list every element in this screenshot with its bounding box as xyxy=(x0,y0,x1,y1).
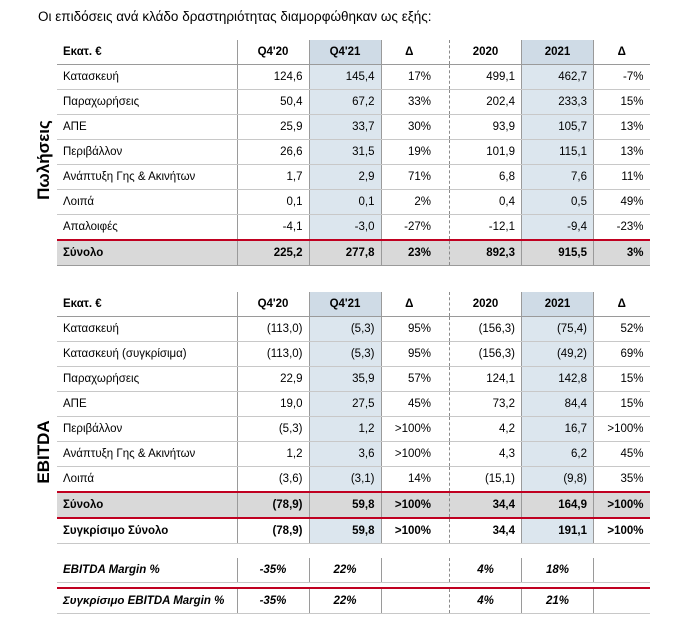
q4-21-value: 31,5 xyxy=(309,140,381,165)
year-2020-value: 34,4 xyxy=(450,518,522,544)
row-label: Κατασκευή (συγκρίσιμα) xyxy=(57,342,237,367)
quarter-delta: 33% xyxy=(381,90,437,115)
q4-21-value: -3,0 xyxy=(309,215,381,241)
year-delta: >100% xyxy=(594,518,650,544)
year-2021-value: 164,9 xyxy=(522,492,594,518)
ebitda-row xyxy=(57,317,650,342)
q4-21-value: Q4'21 xyxy=(309,292,381,317)
year-2020-value: 101,9 xyxy=(450,140,522,165)
q4-20-value: 25,9 xyxy=(237,115,309,140)
quarter-delta: 95% xyxy=(381,317,437,342)
year-2020-value: 73,2 xyxy=(450,392,522,417)
ebitda-row xyxy=(57,367,650,392)
column-gap xyxy=(437,467,450,493)
column-gap xyxy=(437,90,450,115)
quarter-delta: 71% xyxy=(381,165,437,190)
year-delta: 49% xyxy=(594,190,650,215)
q4-21-value: (5,3) xyxy=(309,317,381,342)
year-2021-value: 18% xyxy=(522,558,594,583)
column-gap xyxy=(437,165,450,190)
year-delta: 3% xyxy=(594,240,650,266)
year-2020-value: -12,1 xyxy=(450,215,522,241)
year-delta: 69% xyxy=(594,342,650,367)
ebitda-row xyxy=(57,467,650,493)
year-delta: -7% xyxy=(594,65,650,90)
year-2021-value: 105,7 xyxy=(522,115,594,140)
year-2020-value: 124,1 xyxy=(450,367,522,392)
q4-20-value: (78,9) xyxy=(237,518,309,544)
q4-21-value: 22% xyxy=(309,558,381,583)
year-delta: 13% xyxy=(594,115,650,140)
q4-20-value: (5,3) xyxy=(237,417,309,442)
quarter-delta: >100% xyxy=(381,492,437,518)
column-gap xyxy=(437,442,450,467)
q4-20-value: Q4'20 xyxy=(237,40,309,65)
quarter-delta: >100% xyxy=(381,518,437,544)
year-2021-value: (75,4) xyxy=(522,317,594,342)
ebitda-side-label: EBITDA xyxy=(34,420,53,484)
q4-21-value: 277,8 xyxy=(309,240,381,266)
year-delta: -23% xyxy=(594,215,650,241)
year-2021-value: (9,8) xyxy=(522,467,594,493)
row-label: Κατασκευή xyxy=(57,317,237,342)
row-label: Κατασκευή xyxy=(57,65,237,90)
year-2021-value: 21% xyxy=(522,588,594,614)
q4-21-value: 59,8 xyxy=(309,518,381,544)
q4-21-value: 27,5 xyxy=(309,392,381,417)
column-gap xyxy=(437,342,450,367)
column-gap xyxy=(437,492,450,518)
year-2020-value: 4,2 xyxy=(450,417,522,442)
ebitda-comparable-total-row xyxy=(57,518,650,544)
quarter-delta: 2% xyxy=(381,190,437,215)
row-label: Συγκρίσιμο EBITDA Margin % xyxy=(57,588,237,614)
year-2021-value: 84,4 xyxy=(522,392,594,417)
year-delta: Δ xyxy=(594,40,650,65)
row-label: Περιβάλλον xyxy=(57,417,237,442)
q4-20-value: 124,6 xyxy=(237,65,309,90)
q4-20-value: (113,0) xyxy=(237,317,309,342)
row-label: Σύνολο xyxy=(57,240,237,266)
year-delta: >100% xyxy=(594,417,650,442)
year-2020-value: 4,3 xyxy=(450,442,522,467)
sales-header-row xyxy=(57,40,650,65)
row-label: Εκατ. € xyxy=(57,292,237,317)
q4-20-value: 22,9 xyxy=(237,367,309,392)
column-gap xyxy=(437,392,450,417)
row-label: Παραχωρήσεις xyxy=(57,367,237,392)
year-delta: 11% xyxy=(594,165,650,190)
quarter-delta: 19% xyxy=(381,140,437,165)
margins-table xyxy=(57,558,650,614)
year-2020-value: 892,3 xyxy=(450,240,522,266)
quarter-delta: Δ xyxy=(381,40,437,65)
year-delta: 15% xyxy=(594,392,650,417)
year-delta: 52% xyxy=(594,317,650,342)
column-gap xyxy=(437,65,450,90)
sales-total-row xyxy=(57,240,650,266)
column-gap xyxy=(437,588,450,614)
row-label: Ανάπτυξη Γης & Ακινήτων xyxy=(57,442,237,467)
column-gap xyxy=(437,215,450,241)
year-2021-value: 115,1 xyxy=(522,140,594,165)
q4-21-value: 145,4 xyxy=(309,65,381,90)
quarter-delta: 45% xyxy=(381,392,437,417)
row-label: Περιβάλλον xyxy=(57,140,237,165)
row-label: Ανάπτυξη Γης & Ακινήτων xyxy=(57,165,237,190)
column-gap xyxy=(437,292,450,317)
year-delta: >100% xyxy=(594,492,650,518)
year-2021-value: 2021 xyxy=(522,292,594,317)
year-2020-value: 499,1 xyxy=(450,65,522,90)
q4-20-value: -35% xyxy=(237,588,309,614)
q4-21-value: 1,2 xyxy=(309,417,381,442)
year-delta: Δ xyxy=(594,292,650,317)
year-delta: 45% xyxy=(594,442,650,467)
column-gap xyxy=(437,367,450,392)
column-gap xyxy=(437,417,450,442)
year-2020-value: 4% xyxy=(450,588,522,614)
q4-21-value: 67,2 xyxy=(309,90,381,115)
year-delta: 15% xyxy=(594,367,650,392)
year-2020-value: 4% xyxy=(450,558,522,583)
year-2021-value: 233,3 xyxy=(522,90,594,115)
column-gap xyxy=(437,115,450,140)
sales-row xyxy=(57,115,650,140)
quarter-delta: 30% xyxy=(381,115,437,140)
intro-text: Οι επιδόσεις ανά κλάδο δραστηριότητας διαμορφώθηκαν ως εξής: xyxy=(38,9,432,24)
year-2020-value: (15,1) xyxy=(450,467,522,493)
year-2021-value: 0,5 xyxy=(522,190,594,215)
column-gap xyxy=(437,140,450,165)
sales-row xyxy=(57,90,650,115)
q4-20-value: -35% xyxy=(237,558,309,583)
quarter-delta: -27% xyxy=(381,215,437,241)
row-label: Συγκρίσιμο Σύνολο xyxy=(57,518,237,544)
ebitda-row xyxy=(57,392,650,417)
year-2020-value: 34,4 xyxy=(450,492,522,518)
q4-21-value: 22% xyxy=(309,588,381,614)
ebitda-row xyxy=(57,442,650,467)
year-2021-value: 142,8 xyxy=(522,367,594,392)
year-2021-value: -9,4 xyxy=(522,215,594,241)
q4-20-value: Q4'20 xyxy=(237,292,309,317)
year-2020-value: 2020 xyxy=(450,40,522,65)
row-label: Λοιπά xyxy=(57,190,237,215)
quarter-delta: >100% xyxy=(381,417,437,442)
q4-21-value: (3,1) xyxy=(309,467,381,493)
column-gap xyxy=(437,518,450,544)
column-gap xyxy=(437,317,450,342)
column-gap xyxy=(437,40,450,65)
sales-row xyxy=(57,140,650,165)
ebitda-table xyxy=(57,292,650,544)
quarter-delta: 14% xyxy=(381,467,437,493)
q4-20-value: (113,0) xyxy=(237,342,309,367)
quarter-delta xyxy=(381,588,437,614)
ebitda-margin-row xyxy=(57,558,650,583)
quarter-delta: 95% xyxy=(381,342,437,367)
year-2020-value: 202,4 xyxy=(450,90,522,115)
row-label: Απαλοιφές xyxy=(57,215,237,241)
sales-side-label: Πωλήσεις xyxy=(34,120,53,200)
q4-21-value: 35,9 xyxy=(309,367,381,392)
q4-20-value: 50,4 xyxy=(237,90,309,115)
q4-21-value: 33,7 xyxy=(309,115,381,140)
comparable-ebitda-margin-row xyxy=(57,588,650,614)
year-2021-value: 915,5 xyxy=(522,240,594,266)
year-2021-value: 7,6 xyxy=(522,165,594,190)
sales-row xyxy=(57,65,650,90)
column-gap xyxy=(437,558,450,583)
row-label: ΑΠΕ xyxy=(57,115,237,140)
year-delta: 15% xyxy=(594,90,650,115)
quarter-delta: 57% xyxy=(381,367,437,392)
row-label: Εκατ. € xyxy=(57,40,237,65)
year-2020-value: 93,9 xyxy=(450,115,522,140)
ebitda-header-row xyxy=(57,292,650,317)
sales-table xyxy=(57,40,650,266)
quarter-delta xyxy=(381,558,437,583)
year-delta xyxy=(594,588,650,614)
sales-row xyxy=(57,190,650,215)
year-2021-value: 6,2 xyxy=(522,442,594,467)
ebitda-total-row xyxy=(57,492,650,518)
q4-21-value: 2,9 xyxy=(309,165,381,190)
quarter-delta: 17% xyxy=(381,65,437,90)
year-delta: 35% xyxy=(594,467,650,493)
year-2021-value: 16,7 xyxy=(522,417,594,442)
column-gap xyxy=(437,190,450,215)
year-2021-value: 462,7 xyxy=(522,65,594,90)
q4-21-value: 0,1 xyxy=(309,190,381,215)
quarter-delta: Δ xyxy=(381,292,437,317)
q4-21-value: 3,6 xyxy=(309,442,381,467)
q4-20-value: -4,1 xyxy=(237,215,309,241)
column-gap xyxy=(437,240,450,266)
year-2020-value: (156,3) xyxy=(450,317,522,342)
q4-20-value: 19,0 xyxy=(237,392,309,417)
ebitda-row xyxy=(57,342,650,367)
quarter-delta: 23% xyxy=(381,240,437,266)
year-2021-value: 191,1 xyxy=(522,518,594,544)
year-delta: 13% xyxy=(594,140,650,165)
quarter-delta: >100% xyxy=(381,442,437,467)
row-label: Σύνολο xyxy=(57,492,237,518)
year-2020-value: 0,4 xyxy=(450,190,522,215)
q4-20-value: (3,6) xyxy=(237,467,309,493)
row-label: EBITDA Margin % xyxy=(57,558,237,583)
year-delta xyxy=(594,558,650,583)
q4-20-value: 26,6 xyxy=(237,140,309,165)
sales-row xyxy=(57,215,650,241)
q4-20-value: 0,1 xyxy=(237,190,309,215)
year-2020-value: 2020 xyxy=(450,292,522,317)
row-label: Παραχωρήσεις xyxy=(57,90,237,115)
year-2021-value: (49,2) xyxy=(522,342,594,367)
q4-21-value: Q4'21 xyxy=(309,40,381,65)
q4-20-value: 1,2 xyxy=(237,442,309,467)
q4-20-value: 225,2 xyxy=(237,240,309,266)
q4-20-value: (78,9) xyxy=(237,492,309,518)
sales-row xyxy=(57,165,650,190)
year-2020-value: 6,8 xyxy=(450,165,522,190)
year-2020-value: (156,3) xyxy=(450,342,522,367)
row-label: Λοιπά xyxy=(57,467,237,493)
row-label: ΑΠΕ xyxy=(57,392,237,417)
q4-21-value: (5,3) xyxy=(309,342,381,367)
q4-21-value: 59,8 xyxy=(309,492,381,518)
year-2021-value: 2021 xyxy=(522,40,594,65)
q4-20-value: 1,7 xyxy=(237,165,309,190)
ebitda-row xyxy=(57,417,650,442)
